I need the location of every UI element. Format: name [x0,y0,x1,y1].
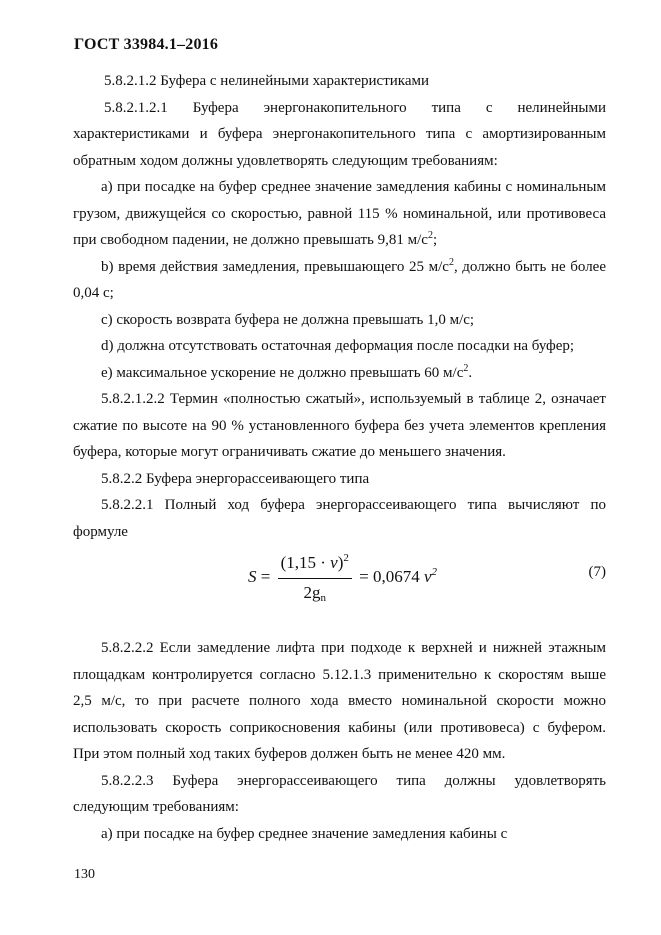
formula-expression [248,545,437,611]
formula-equals: = [260,566,271,586]
document-body [73,68,606,847]
item-a [73,174,606,254]
item-e-tail: . [468,364,473,381]
formula-result: = 0,0674 [359,566,424,586]
formula-exponent: 2 [343,552,349,564]
item-b-cont: более 0,04 с; [73,258,607,301]
formula-result-exp: 2 [431,565,438,578]
item-a-sup: 2 [427,230,433,241]
formula-denominator-text: 2g [303,582,321,602]
item-b [73,254,606,307]
formula-denominator [278,579,352,612]
formula-numerator [278,545,352,579]
formula-v: v [330,553,338,572]
clause-5-8-2-1-2: 5.8.2.1.2 Буфера с нелинейными характеристиками [104,73,430,89]
standard-header: ГОСТ 33984.1–2016 [74,36,219,53]
formula-7 [73,543,606,604]
item-b-text: b) время действия замедления, превышающего 25 м/с [101,258,449,275]
item-e-sup: 2 [463,362,469,374]
clause-5-8-2-2-2: 5.8.2.2.2 Если замедление лифта при подходе к верхней и нижней этажным площадкам контролируется согласно 5.12.1.3 применительно к скоростям выше 2,5 м/с, то при расчете полного хода вместо номинальной скорости можно использовать скорость соприкосновения кабины (или противовеса) с буфером. При этом полный ход таких буферов должен быть не менее 420 мм. [73,640,606,762]
formula-numerator-text: (1,15 · [280,553,331,572]
item-a-dissipative: a) при посадке на буфер среднее значение замедления кабины с [101,825,508,842]
formula-number: (7) [588,564,606,580]
formula-fraction [278,545,352,611]
item-a-tail: ; [432,232,438,248]
item-b-tail: , должно быть не [453,258,566,275]
page-number: 130 [74,867,95,882]
item-e [73,360,606,387]
item-e-text: e) максимальное ускорение не должно превышать 60 м/с [101,364,464,381]
clause-5-8-2-1-2-2: 5.8.2.1.2.2 Термин «полностью сжатый», используемый в таблице 2, означает сжатие по высоте на 90 % установленного буфера без учета элементов крепления буфера, которые могут ограничивать сжатие до меньшего значения. [73,391,606,460]
formula-lhs: S [248,566,257,586]
formula-result-v: v [423,566,432,586]
formula-rparen: ) [337,553,344,572]
item-a-text: a) при посадке на буфер среднее значение замедления кабины с номинальным грузом, движущейся со скоростью, равной 115 % номинальной, или противовеса при свободном падении, не должно превышать 9,81 м/с [73,179,606,248]
item-b-sup: 2 [448,256,454,268]
item-c: c) скорость возврата буфера не должна превышать 1,0 м/с; [101,311,475,328]
formula-den-sub: n [320,591,326,604]
item-d: d) должна отсутствовать остаточная деформация после посадки на буфер; [101,338,575,354]
clause-5-8-2-2-3: 5.8.2.2.3 Буфера энергорассеивающего типа должны удовлетворять следующим требованиям: [73,772,606,815]
clause-5-8-2-2: 5.8.2.2 Буфера энергорассеивающего типа [101,470,370,487]
clause-5-8-2-1-2-1: 5.8.2.1.2.1 Буфера энергонакопительного типа с нелинейными характеристиками и буфера энергонакопительного типа с амортизированным обратным ходом должны удовлетворять следующим требованиям: [73,99,606,169]
clause-5-8-2-2-1: 5.8.2.2.1 Полный ход буфера энергорассеивающего типа вычисляют по формуле [73,497,606,540]
